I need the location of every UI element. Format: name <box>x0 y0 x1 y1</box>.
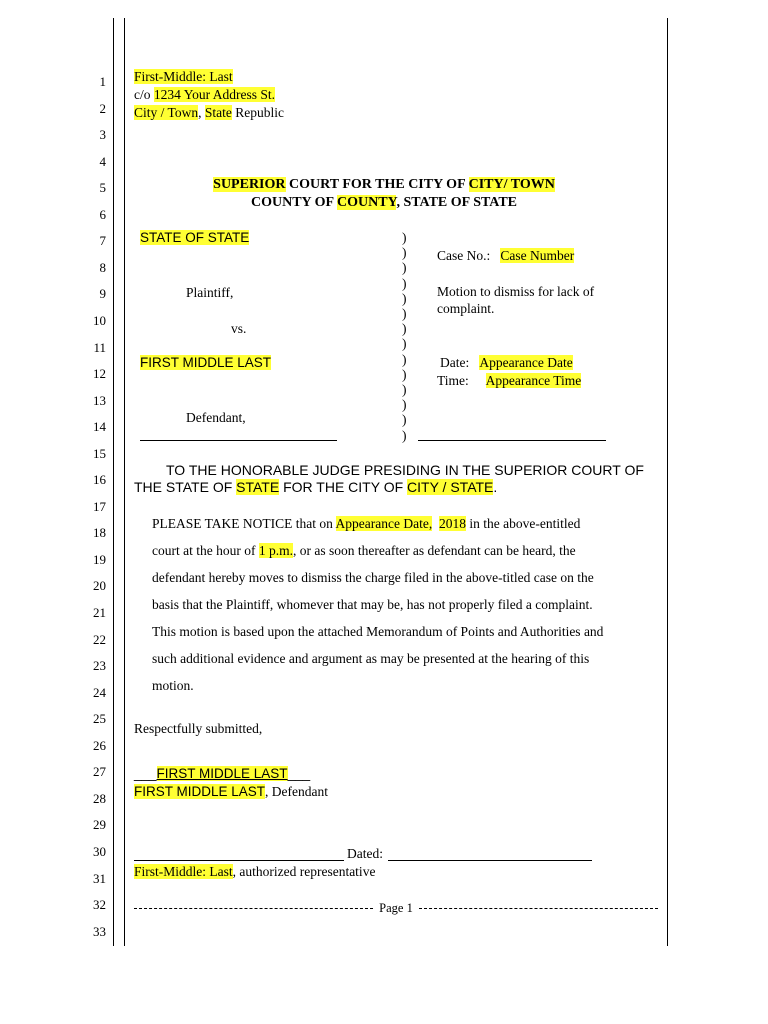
notice-line-6: such additional evidence and argument as may be presented at the hearing of this <box>152 651 590 666</box>
right-margin-line <box>667 18 668 946</box>
line-number: 25 <box>93 711 106 727</box>
plaintiff-name: STATE OF STATE <box>140 230 250 245</box>
appearance-date-row: Date: Appearance Date <box>440 355 573 370</box>
motion-title-line1: Motion to dismiss for lack of <box>437 284 595 299</box>
caption-paren: ) <box>402 275 407 291</box>
signature-line: ___FIRST MIDDLE LAST___ <box>134 766 311 781</box>
caption-paren: ) <box>402 260 407 276</box>
caption-paren: ) <box>402 245 407 261</box>
line-number: 17 <box>93 498 106 514</box>
notice-line-4: basis that the Plaintiff, whomever that may be, has not properly filed a complaint. <box>152 597 593 612</box>
line-number: 5 <box>99 180 106 196</box>
line-number: 16 <box>93 472 106 488</box>
respectfully-submitted: Respectfully submitted, <box>134 721 263 736</box>
line-number: 22 <box>93 631 106 647</box>
caption-paren: ) <box>402 427 407 443</box>
notice-line-7: motion. <box>152 678 194 693</box>
line-number: 6 <box>99 206 106 222</box>
court-heading-line1: SUPERIOR COURT FOR THE CITY OF CITY/ TOWN <box>213 177 555 192</box>
header-name: First-Middle: Last <box>134 69 233 84</box>
signer-name-line: FIRST MIDDLE LAST, Defendant <box>134 784 329 799</box>
line-number: 32 <box>93 897 106 913</box>
caption-paren: ) <box>402 321 407 337</box>
case-number-row: Case No.: Case Number <box>437 248 575 263</box>
line-number: 13 <box>93 392 106 408</box>
line-number: 10 <box>93 312 106 328</box>
caption-left-underline <box>140 440 337 441</box>
line-number: 20 <box>93 578 106 594</box>
judge-address-line2: THE STATE OF STATE FOR THE CITY OF CITY / STATE. <box>134 479 498 495</box>
caption-paren: ) <box>402 382 407 397</box>
line-number: 31 <box>93 870 106 886</box>
defendant-name: FIRST MIDDLE LAST <box>140 355 272 370</box>
authorized-representative-line: First-Middle: Last, authorized representative <box>134 864 376 879</box>
header-address: c/o 1234 Your Address St. <box>134 87 276 102</box>
appearance-time-row: Time: Appearance Time <box>437 373 582 388</box>
line-number: 15 <box>93 445 106 461</box>
caption-paren: ) <box>402 230 407 245</box>
page-number: Page 1 <box>379 901 413 915</box>
line-number: 9 <box>99 286 106 302</box>
court-heading-line2: COUNTY OF COUNTY, STATE OF STATE <box>250 195 518 210</box>
notice-line-3: defendant hereby moves to dismiss the charge filed in the above-titled case on the <box>152 570 594 585</box>
line-number: 14 <box>93 419 106 435</box>
line-number: 29 <box>93 817 106 833</box>
left-margin-line-inner <box>124 18 125 946</box>
line-number: 1 <box>99 74 106 89</box>
notice-line-1: PLEASE TAKE NOTICE that on Appearance Date, 2018 in the above-entitled <box>152 516 581 531</box>
motion-title-line2: complaint. <box>437 301 495 316</box>
header-city-state: City / Town, State Republic <box>134 105 284 120</box>
dated-underline <box>388 860 592 861</box>
line-number: 33 <box>93 923 106 939</box>
page-footer <box>134 900 658 917</box>
line-number: 4 <box>99 153 106 169</box>
line-number: 18 <box>93 525 106 541</box>
line-number: 11 <box>93 339 106 355</box>
line-number: 27 <box>93 764 106 780</box>
defendant-label: Defendant, <box>186 410 246 425</box>
line-number: 30 <box>93 843 106 859</box>
caption-paren: ) <box>402 336 407 352</box>
caption-paren: ) <box>402 412 407 428</box>
line-number: 19 <box>93 551 106 567</box>
footer-dash-right <box>419 908 658 909</box>
line-number: 24 <box>93 684 106 700</box>
line-number: 7 <box>99 233 106 249</box>
caption-paren: ) <box>402 290 407 306</box>
caption-paren: ) <box>402 351 407 367</box>
caption-paren: ) <box>402 306 407 321</box>
line-number: 8 <box>99 259 106 275</box>
judge-address-line1: TO THE HONORABLE JUDGE PRESIDING IN THE SUPERIOR COURT OF <box>166 462 644 478</box>
caption-paren: ) <box>402 397 407 413</box>
notice-line-2: court at the hour of 1 p.m., or as soon thereafter as defendant can be heard, the <box>152 543 576 558</box>
footer-dash-left <box>134 908 373 909</box>
line-number: 26 <box>93 737 106 753</box>
plaintiff-label: Plaintiff, <box>186 285 234 300</box>
notice-line-5: This motion is based upon the attached Memorandum of Points and Authorities and <box>152 624 604 639</box>
line-number: 28 <box>93 790 106 806</box>
caption-right-underline <box>418 440 606 441</box>
line-number: 21 <box>93 605 106 620</box>
caption-paren: ) <box>402 366 407 382</box>
vs-label: vs. <box>231 321 247 336</box>
line-number: 3 <box>99 127 106 143</box>
line-number: 12 <box>93 366 106 382</box>
left-margin-line-outer <box>113 18 114 946</box>
line-number: 2 <box>99 100 106 116</box>
rep-signature-underline <box>134 860 344 861</box>
dated-label: Dated: <box>347 846 383 861</box>
line-number: 23 <box>93 658 106 674</box>
